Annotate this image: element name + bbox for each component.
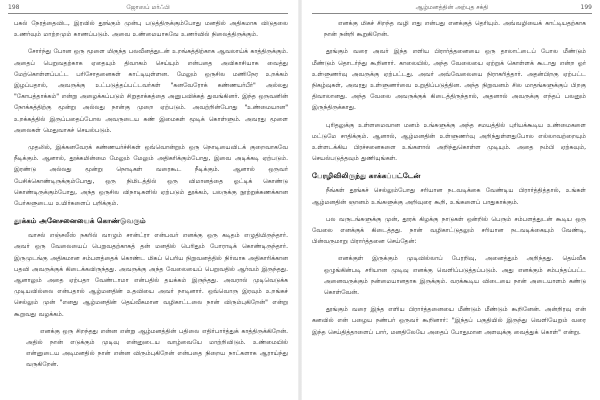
left-page — [0, 0, 296, 400]
paragraph: பல வருடங்களுக்கு முன், தூரக் கிழக்கு நாடுகள் ஒன்றில் பெரும் சம்பளத்துடன் கூடிய ஒரு வேலை எனக்குக் கிடைத்தது. நான் வழிகாட்டுதலும் சரியான நடவடிக்கையும் வேண்டி, பின்வருமாறு பிரார்த்தனை செய்தேன்: — [312, 215, 586, 246]
section-heading: பேரழிவிலிருந்து காக்கப்பட்டேன் — [312, 171, 421, 181]
paragraph: புரிதலுக்கு உள்ளமைவான மனம் உங்களுக்கு அந்த சமயத்தில் புரியக்கூடிய உண்மைகளை மட்டுமே சாதிக்கும். ஆனால், ஆழ்மனதின் உள்ளுணர்வு அறிந்துள்ளதுபோல எல்லாவற்றையும் உள்ளடக்கிய பிரச்சனைகளை உங்களால் அறிந்துகொள்ள முடியும். அதை நம்பி ஏற்கவும், செயல்படுத்தவும் துணியுங்கள். — [312, 121, 586, 163]
book-gutter — [298, 0, 302, 400]
section-heading: தூக்கம் அனேசனையைக் கொண்டுவரும் — [14, 216, 146, 226]
left-page-body — [14, 18, 288, 398]
paragraph: வாசல் எஞ்சலீஸ் நகரில் வாழும் சான்ட்ரா என்பவர் எனக்கு ஒரு கடிதம் எழுதியிருந்தார். அவர் ஒரு வேலையைப் பெறுவதற்காகத் தன் மனதில் பெரிதும் போராடிக் கொண்டிருந்தார். இருமுடங்கு அதிகமான சம்பளத்தைக் கொண்ட மிகப் பெரிய நிறுவனத்தில் நிர்வாக அதிகாரிக்கான பதவி அவருக்குக் கிடைக்கவிருந்தது. அவருக்கு அந்த வேலையைப் பெறுவதில் ஆர்வம் இருந்தது. ஆனாலும் அதை ஏற்பதா வேண்டாமா என்பதில் தயக்கம் இருந்தது. அவரால் முடிவெடுக்க முடியவில்லை என்பதால் ஆழ்மனதின் உதவியை அவர் நாடினார். ஒவ்வொரு இரவும் உறங்கச் செல்லும் முன் "எனது ஆழ்மனதின் தெய்வீகமான வழிகாட்டலை நான் விரும்புகிறேன்" என்று கூறுவது வழக்கம். — [14, 232, 288, 318]
quoted-paragraph: எனக்கு ஒரு சிறந்தது என்ன என்று ஆழ்மனத்தின் பதிலை எதிர்பார்த்துக் காத்திருக்கிறேன். அதில் நான் எடுக்கும் முடிவு என்னுடைய வாழ்வையே மாற்றிவிடும். உண்மையில் என்னுடைய அடிமனதில் நான் என்ன விரும்புகிறேன் என்பதை நிறைய நாட்களாக ஆராய்ந்து வருகிறேன். — [26, 327, 288, 369]
paragraph: சோர்ந்து போன ஒரு மூளை மிகுந்த பலவீனத்துடன் உறங்கத்திற்காக ஆவலாய்க் காத்திருக்கும். அதைப் பெறுவதற்காக ஏதையும் திவாகம் செய்யும் என்பதை அவிகாசியாக வைத்து மேற்கொள்ளப்பட்ட பரிசோதனைகள் காட்டியுள்ளன. மேலும் ஒருசில மணிநேர உறக்கம் இழப்பதால், அவருக்கு உட்படுத்தப்பட்டவர்கள் "கனவேரோக் கண்ணயர்பீர்" அல்லது "கோபத்தாக்கம்" என்று அழைக்கப்படும் சிறுதாக்கத்தை அனுபவிக்கத் துவங்கினர். இந்த ஒருவனின் நோக்கத்திற்கு மூன்று அல்லது நான்கு முறை ஏற்படும். அவற்றின்போது "உண்மையான" உறக்கத்தில் இருப்பதைப்போல அவருடைய கண் இமைகள் மூடிக் கொள்ளும். அவரது மூளை அலைகள் மெதுவாகச் செயல்படும். — [14, 48, 288, 134]
right-page-header — [312, 3, 592, 14]
running-title: ஆழ்மனத்தின் அற்புத சக்தி — [415, 4, 489, 11]
paragraph: தூங்கும் வரை அவர் இந்த எளிய பிரார்த்தனையை ஒரு தாலாட்டைப் போல மீண்டும் மீண்டும் தொடர்ந்து கூறினார். காலையில், அந்த வேலையை ஏற்றுக் கொள்ளக் கூடாது என்ற ஓர் உள்ளுணர்வு அவருக்கு ஏற்பட்டது. அவர் அவ்வேலையை நிராகரித்தார். அதன்பிறகு ஏற்பட்ட நிகழ்வுகள், அவரது உள்ளுணர்வை உறுதிப்படுத்தின. அந்த நிறுவனம் சில மாதங்களுக்குப் பிறகு திவாலானது. அந்த வேலை அவருக்குக் கிடைத்திருந்தால், அதனால் அவருக்கு எந்தப் பலனும் இருந்திருக்காது. — [312, 48, 586, 112]
quoted-paragraph: எனக்கு மிகச் சிறந்த வழி எது என்பது எனக்குத் தெரியும். அவ்வழியைக் காட்டியதற்காக நான் நன்றி கூறுகிறேன். — [324, 20, 586, 39]
page-number: 198 — [8, 4, 20, 11]
paragraph: தூங்கும் வரை இந்த எளிய பிரார்த்தனையை மீண்டும் மீண்டும் கூறினேன். அன்றிரவு என் கனவில் என் பழைய நண்பர் ஒருவர் கூறினார்: "இந்தப் பகுதியில் இருந்து வெளியேறும் வரை இந்த செய்தித்தாளைப் பார், மனதிலேயே அதைப் போதுமான அளவுக்கு வைத்துக் கொள்" என்று. — [312, 306, 586, 336]
right-page-body — [312, 18, 586, 398]
running-title: ஜோஸப் மர்ஃபி — [126, 4, 170, 11]
paragraph: பகல் நேரத்தைவிட, இரவில் தூங்கும் முன்பு படுத்திருக்கும்போது மனதில் அதிகமாக விடுதலை உணர்வும் மாற்றமும் காணப்படும். அவை உண்மையாகவே உணர்வில் நிலைத்திருக்கும். — [14, 20, 288, 39]
quoted-paragraph: எனக்குள் இருக்கும் முடிவில்லாப் பேரறிவு, அனைத்தும் அறிந்தது. தெய்வீக ஒழுங்கின்படி சரியான முடிவு எனக்கு வெளிப்படுத்தப்படும். அது எனக்கும் சம்பந்தப்பட்ட அனைவருக்கும் நன்மையானதாக இருக்கும். வரக்கூடிய விடையை நான் அடையாளம் கண்டு கொள்வேன். — [324, 255, 586, 297]
paragraph: நீங்கள் தூங்கச் செல்லும்போது சரியான நடவடிக்கை வேண்டிய பிரார்த்தித்தால், உங்கள் ஆழ்மனதின் ஞானம் உங்களுக்கு அறிவுரை கூறி, உங்களைப் பாதுகாக்கும். — [312, 187, 586, 206]
left-page-header — [8, 3, 288, 14]
page-number: 199 — [580, 4, 592, 11]
right-page — [304, 0, 600, 400]
paragraph: முதலில், இக்கனவேரக் கண்ணயர்ச்சிகள் ஒவ்வொன்றும் ஒரு நொடியைவிடக் குறைவாகவே நீடிக்கும். ஆனால், தூக்கமின்மை மேலும் மேலும் அதிகரிக்கும்போது, இவை அடிக்கடி ஏற்படும். இரண்டு அல்லது மூன்று நொடிகள் வரைகூட நீடிக்கும். ஆனால் ஒருவர் பேசிக்கொண்டிருக்கும்போது, ஒரு நிமிடத்தில் ஒரு விமானத்தை ஓட்டிக் கொண்டு கொண்டிருக்கும்போது, அந்த ஒருசில விநாடிகளில் ஏற்படும் தூக்கம், பலருக்கு நூற்றுக்கணக்கான பேர்களுடைய உயிர்களைப் பறிக்கும். — [14, 144, 288, 208]
